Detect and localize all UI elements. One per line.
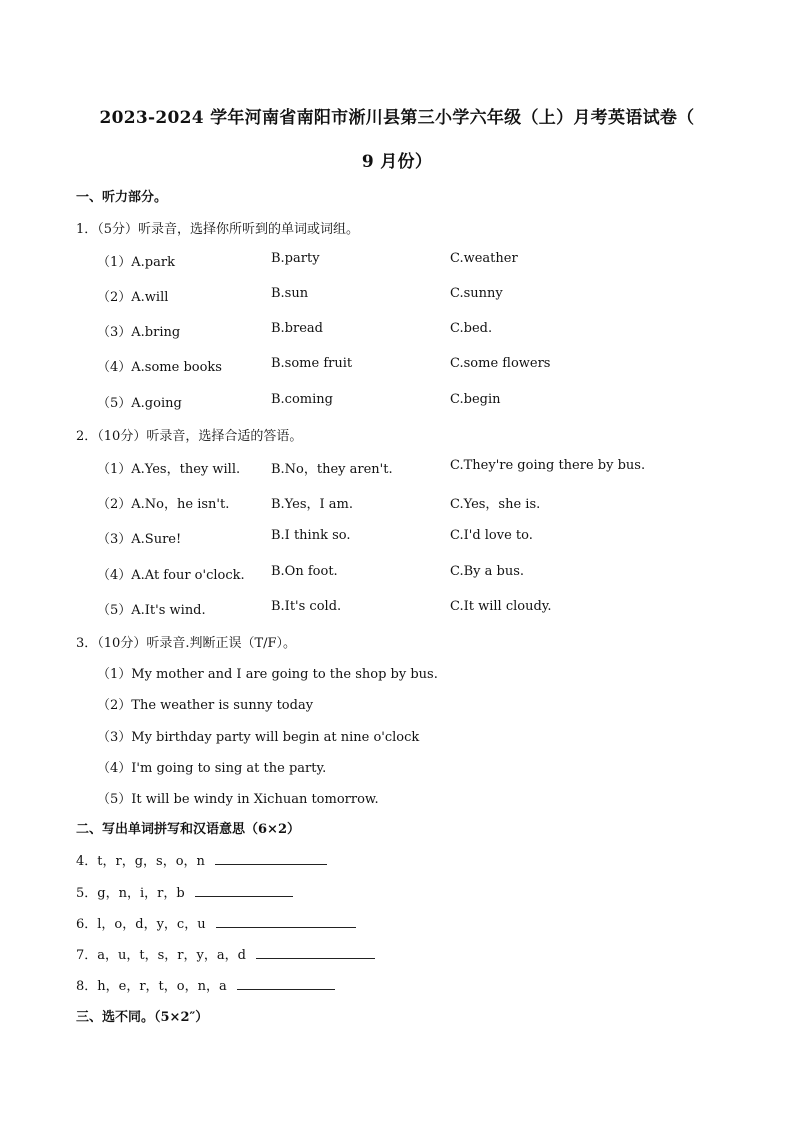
q3-statement-5: （5）It will be windy in Xichuan tomorrow. — [97, 792, 379, 807]
q2-3-option-a: （3）A.Sure! — [97, 532, 182, 547]
q3-statement-3: （3）My birthday party will begin at nine o'clock — [97, 730, 420, 745]
spelling-item-8 — [76, 975, 335, 994]
answer-blank-5[interactable] — [195, 885, 293, 897]
q1-1-option-b: B.party — [271, 251, 320, 266]
q1-1-option-c: C.weather — [450, 251, 518, 266]
q1-1-option-a: （1）A.park — [97, 255, 175, 270]
q1-5-option-a: （5）A.going — [97, 396, 182, 411]
section-heading-listening: 一、听力部分。 — [76, 190, 168, 205]
q2-4-option-a: （4）A.At four o'clock. — [97, 568, 245, 583]
q2-5-option-a: （5）A.It's wind. — [97, 603, 206, 618]
q1-3-option-b: B.bread — [271, 321, 323, 336]
q2-1-option-a: （1）A.Yes，they will. — [97, 462, 241, 477]
q1-2-option-a: （2）A.will — [97, 290, 169, 305]
spelling-item-5 — [76, 882, 293, 901]
q2-1-option-c: C.They're going there by bus. — [450, 458, 646, 473]
q2-4-option-c: C.By a bus. — [450, 564, 525, 579]
spelling-letters-8: 8．h，e，r，t，o，n，a — [76, 979, 227, 994]
section-heading-spelling: 二、写出单词拼写和汉语意思（6×2） — [76, 822, 300, 837]
q1-4-option-c: C.some flowers — [450, 356, 551, 371]
spelling-letters-7: 7．a，u，t，s，r，y，a，d — [76, 948, 246, 963]
q1-2-option-c: C.sunny — [450, 286, 503, 301]
q2-5-option-b: B.It's cold. — [271, 599, 342, 614]
q1-4-option-a: （4）A.some books — [97, 360, 222, 375]
q3-statement-4: （4）I'm going to sing at the party. — [97, 761, 327, 776]
q2-2-option-b: B.Yes，I am. — [271, 497, 353, 512]
question-1-stem: 1．（5分）听录音，选择你所听到的单词或词组。 — [76, 222, 360, 237]
exam-title-line-1: 2023-2024 学年河南省南阳市淅川县第三小学六年级（上）月考英语试卷（ — [99, 108, 695, 128]
q1-3-option-a: （3）A.bring — [97, 325, 181, 340]
spelling-item-4 — [76, 850, 327, 869]
answer-blank-8[interactable] — [237, 978, 335, 990]
q2-1-option-b: B.No，they aren't. — [271, 462, 393, 477]
q2-2-option-c: C.Yes，she is. — [450, 497, 541, 512]
spelling-item-7 — [76, 944, 375, 963]
q2-3-option-b: B.I think so. — [271, 528, 351, 543]
exam-title-line-2: 9 月份） — [361, 152, 433, 172]
q2-5-option-c: C.It will cloudy. — [450, 599, 552, 614]
spelling-letters-4: 4．t，r，g，s，o，n — [76, 854, 205, 869]
spelling-item-6 — [76, 913, 356, 932]
spelling-letters-5: 5．g，n，i，r，b — [76, 886, 185, 901]
q1-3-option-c: C.bed. — [450, 321, 493, 336]
q1-5-option-c: C.begin — [450, 392, 501, 407]
answer-blank-4[interactable] — [215, 853, 327, 865]
q1-2-option-b: B.sun — [271, 286, 309, 301]
answer-blank-6[interactable] — [216, 916, 356, 928]
q3-statement-1: （1）My mother and I are going to the shop by bus. — [97, 667, 438, 682]
q2-2-option-a: （2）A.No，he isn't. — [97, 497, 230, 512]
answer-blank-7[interactable] — [256, 947, 375, 959]
q2-4-option-b: B.On foot. — [271, 564, 338, 579]
question-2-stem: 2．（10分）听录音，选择合适的答语。 — [76, 429, 303, 444]
q3-statement-2: （2）The weather is sunny today — [97, 698, 314, 713]
spelling-letters-6: 6．l，o，d，y，c，u — [76, 917, 206, 932]
q1-4-option-b: B.some fruit — [271, 356, 353, 371]
q1-5-option-b: B.coming — [271, 392, 333, 407]
question-3-stem: 3．（10分）听录音.判断正误（T/F）。 — [76, 636, 297, 651]
section-heading-odd-one-out: 三、选不同。（5×2″） — [76, 1010, 209, 1025]
q2-3-option-c: C.I'd love to. — [450, 528, 533, 543]
